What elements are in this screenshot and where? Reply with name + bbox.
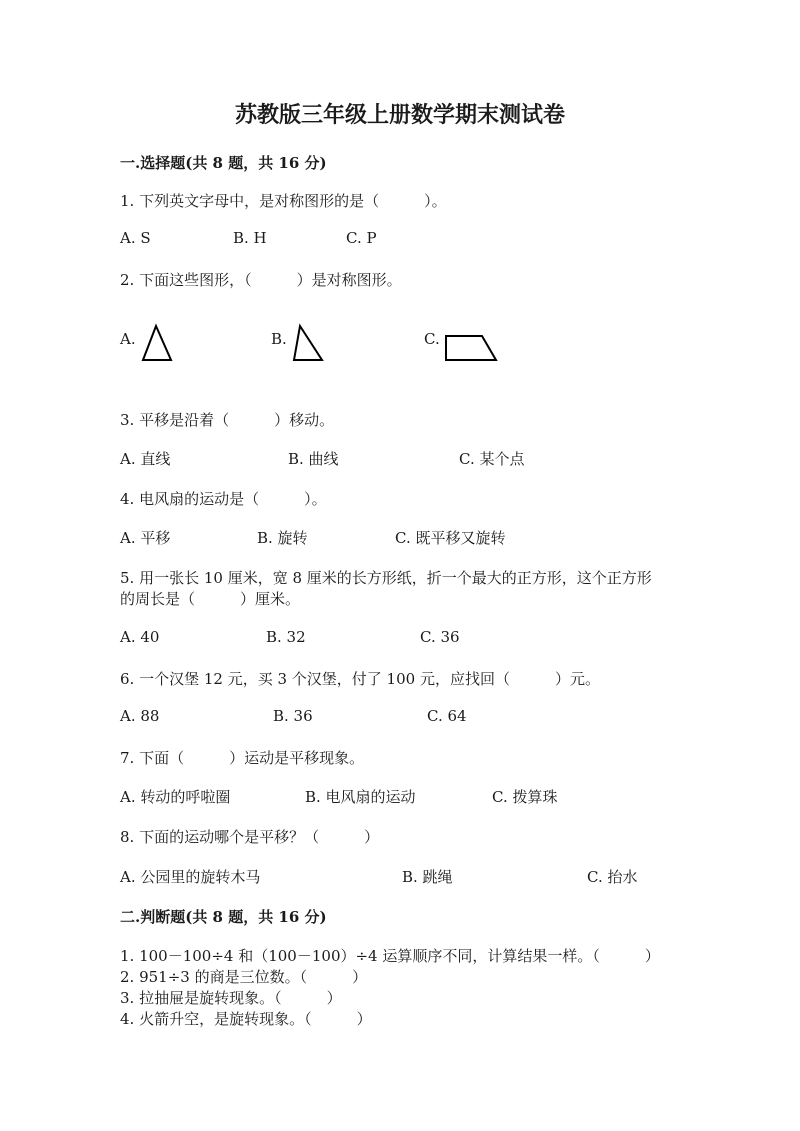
q3-option-c: C. 某个点	[459, 450, 525, 468]
page-title: 苏教版三年级上册数学期末测试卷	[234, 102, 565, 128]
judgement-item-2: 2. 951÷3 的商是三位数。（ ）	[120, 968, 368, 986]
judgement-item-1: 1. 100－100÷4 和（100－100）÷4 运算顺序不同，计算结果一样。（ ）	[120, 947, 660, 965]
q7-option-b: B. 电风扇的运动	[305, 788, 416, 806]
isosceles-triangle-shape	[141, 322, 175, 364]
q5-option-a: A. 40	[120, 628, 160, 646]
q7-option-c: C. 拨算珠	[492, 788, 558, 806]
question-3: 3. 平移是沿着（ ）移动。	[120, 411, 335, 429]
question-8: 8. 下面的运动哪个是平移？（ ）	[120, 828, 380, 846]
q3-option-b: B. 曲线	[288, 450, 339, 468]
q6-option-c: C. 64	[427, 707, 467, 725]
q8-option-a: A. 公园里的旋转木马	[120, 868, 261, 886]
question-2: 2. 下面这些图形，（ ）是对称图形。	[120, 271, 402, 289]
q2-option-b: B.	[271, 330, 287, 348]
scalene-triangle-shape	[290, 322, 326, 364]
judgement-item-3: 3. 拉抽屉是旋转现象。（ ）	[120, 989, 342, 1007]
q4-option-b: B. 旋转	[257, 529, 308, 547]
q6-option-b: B. 36	[273, 707, 313, 725]
q1-option-a: A. S	[120, 229, 151, 247]
q4-option-a: A. 平移	[120, 529, 171, 547]
q6-option-a: A. 88	[120, 707, 160, 725]
trapezoid-shape	[442, 332, 500, 364]
question-5-line-1: 5. 用一张长 10 厘米，宽 8 厘米的长方形纸，折一个最大的正方形，这个正方形	[120, 569, 652, 587]
q1-option-c: C. P	[346, 229, 377, 247]
q5-option-b: B. 32	[266, 628, 306, 646]
section-heading-choice: 一.选择题(共 8 题，共 16 分)	[120, 154, 327, 172]
question-7: 7. 下面（ ）运动是平移现象。	[120, 749, 365, 767]
question-1: 1. 下列英文字母中，是对称图形的是（ ）。	[120, 192, 447, 210]
judgement-item-4: 4. 火箭升空，是旋转现象。（ ）	[120, 1010, 372, 1028]
section-heading-judgement: 二.判断题(共 8 题，共 16 分)	[120, 908, 327, 926]
q2-option-c: C.	[424, 330, 440, 348]
q4-option-c: C. 既平移又旋转	[395, 529, 506, 547]
q3-option-a: A. 直线	[120, 450, 171, 468]
question-5-line-2: 的周长是（ ）厘米。	[120, 590, 301, 608]
question-4: 4. 电风扇的运动是（ ）。	[120, 490, 327, 508]
q5-option-c: C. 36	[420, 628, 460, 646]
question-6: 6. 一个汉堡 12 元，买 3 个汉堡，付了 100 元，应找回（ ）元。	[120, 670, 600, 688]
q8-option-c: C. 抬水	[587, 868, 638, 886]
q8-option-b: B. 跳绳	[402, 868, 453, 886]
q2-option-a: A.	[120, 330, 136, 348]
q1-option-b: B. H	[233, 229, 267, 247]
q7-option-a: A. 转动的呼啦圈	[120, 788, 231, 806]
